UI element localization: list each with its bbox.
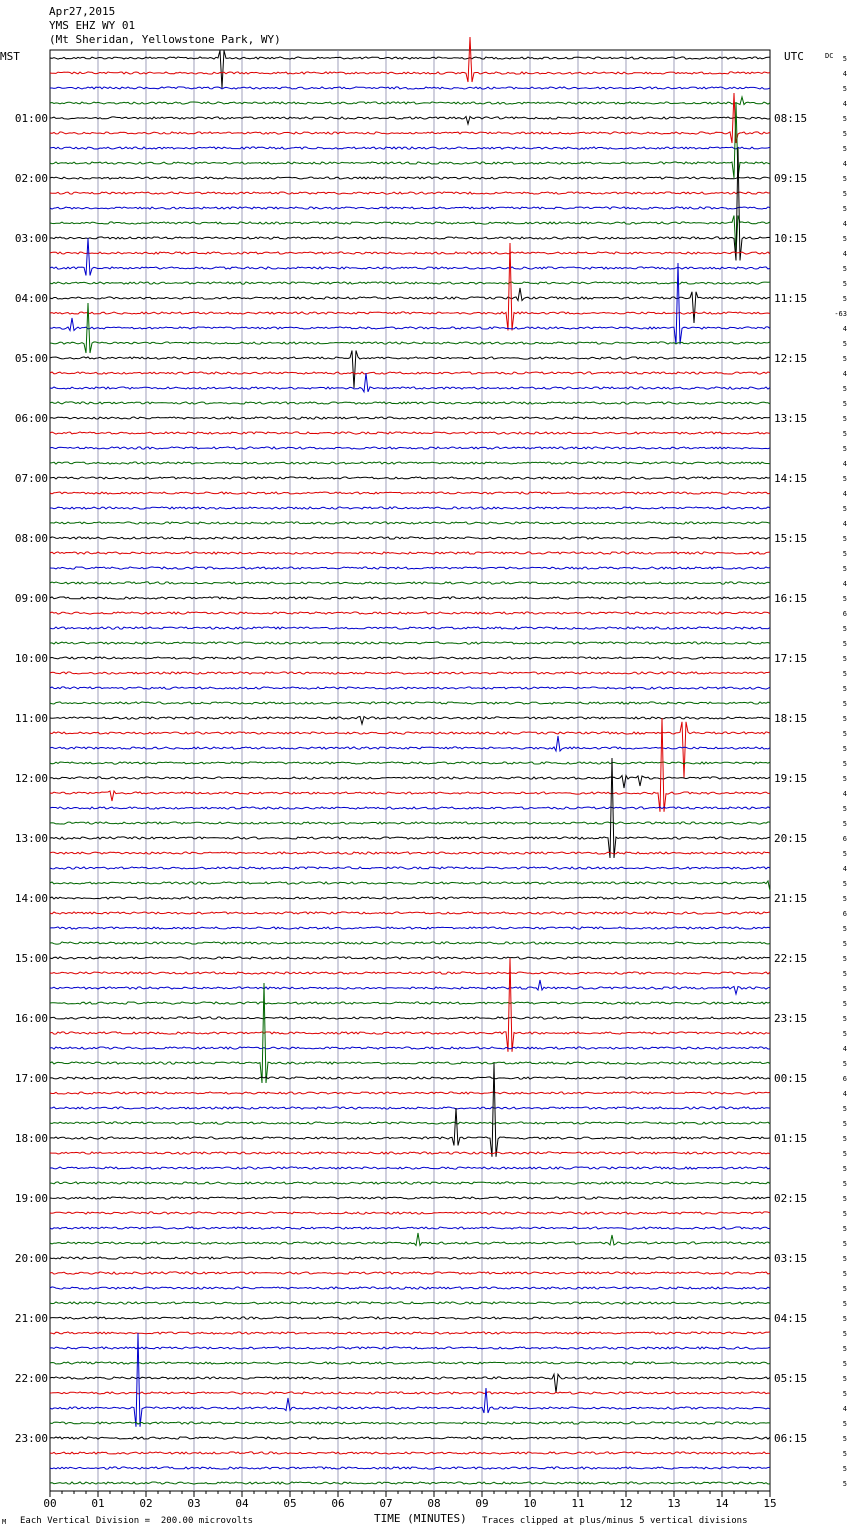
trace-value-label: 5 (842, 625, 847, 633)
right-hour-label: 17:15 (774, 652, 808, 665)
left-hour-label: 11:00 (14, 712, 48, 725)
trace-value-label: 4 (842, 520, 847, 528)
seismic-trace (50, 432, 770, 434)
trace-value-label: 5 (842, 970, 847, 978)
left-hour-label: 21:00 (14, 1312, 48, 1325)
trace-value-label: 5 (842, 745, 847, 753)
seismic-trace (50, 1467, 770, 1469)
trace-value-label: 5 (842, 1255, 847, 1263)
seismic-trace (50, 702, 770, 704)
seismic-trace (50, 927, 770, 929)
seismic-trace (50, 477, 770, 479)
trace-value-label: 5 (842, 925, 847, 933)
seismic-trace (50, 147, 770, 149)
left-hour-label: 14:00 (14, 892, 48, 905)
clip-note: Traces clipped at plus/minus 5 vertical divisions (482, 1516, 748, 1526)
seismic-trace (50, 1152, 770, 1154)
trace-value-label: 4 (842, 865, 847, 873)
left-hour-label: 10:00 (14, 652, 48, 665)
seismic-trace (50, 1122, 770, 1124)
scale-note: Each Vertical Division = 200.00 microvolts (20, 1516, 253, 1526)
trace-value-label: 5 (842, 1375, 847, 1383)
x-tick-label: 11 (571, 1497, 585, 1510)
seismic-trace (50, 1452, 770, 1454)
left-timezone-label: MST (0, 50, 20, 63)
seismic-trace (50, 1482, 770, 1484)
trace-value-label: 5 (842, 640, 847, 648)
left-hour-label: 16:00 (14, 1012, 48, 1025)
trace-value-label: 5 (842, 340, 847, 348)
right-hour-label: 14:15 (774, 472, 808, 485)
right-hour-label: 15:15 (774, 532, 808, 545)
right-hour-label: 19:15 (774, 772, 808, 785)
seismic-trace (50, 612, 770, 614)
trace-value-label: 5 (842, 1345, 847, 1353)
left-hour-label: 04:00 (14, 292, 48, 305)
trace-value-label: 5 (842, 1195, 847, 1203)
trace-value-label: 5 (842, 685, 847, 693)
seismic-trace (50, 1347, 770, 1349)
right-hour-label: 11:15 (774, 292, 808, 305)
trace-value-label: 5 (842, 535, 847, 543)
seismic-trace (50, 972, 770, 974)
x-tick-label: 05 (283, 1497, 297, 1510)
seismic-trace (50, 243, 770, 331)
right-hour-label: 22:15 (774, 952, 808, 965)
right-hour-label: 09:15 (774, 172, 808, 185)
trace-value-label: 5 (842, 1105, 847, 1113)
trace-value-label: 5 (842, 1180, 847, 1188)
trace-value-label: 4 (842, 220, 847, 228)
x-tick-label: 01 (91, 1497, 105, 1510)
seismic-trace (50, 1197, 770, 1199)
seismic-trace (50, 1392, 770, 1394)
seismic-trace (50, 117, 770, 125)
x-tick-label: 10 (523, 1497, 537, 1510)
seismic-trace (50, 238, 770, 276)
trace-value-label: 5 (842, 55, 847, 63)
left-hour-label: 22:00 (14, 1372, 48, 1385)
location-label: (Mt Sheridan, Yellowstone Park, WY) (49, 33, 281, 46)
left-hour-label: 19:00 (14, 1192, 48, 1205)
seismic-trace (50, 642, 770, 644)
trace-value-label: 5 (842, 940, 847, 948)
seismic-trace (50, 1092, 770, 1094)
seismic-trace (50, 447, 770, 449)
left-hour-label: 02:00 (14, 172, 48, 185)
trace-value-label: 5 (842, 1315, 847, 1323)
seismic-trace (50, 567, 770, 569)
right-timezone-label: UTC (784, 50, 804, 63)
trace-value-label: 5 (842, 985, 847, 993)
trace-value-label: 5 (842, 1420, 847, 1428)
left-hour-label: 05:00 (14, 352, 48, 365)
seismic-trace (50, 1257, 770, 1259)
x-tick-label: 07 (379, 1497, 393, 1510)
trace-value-label: 5 (842, 1150, 847, 1158)
seismic-trace (50, 492, 770, 494)
trace-value-label: 4 (842, 1045, 847, 1053)
seismic-trace (50, 282, 770, 284)
seismic-trace (50, 881, 770, 891)
trace-value-label: 6 (842, 835, 847, 843)
trace-value-label: 5 (842, 1225, 847, 1233)
trace-value-label: 4 (842, 160, 847, 168)
x-tick-label: 12 (619, 1497, 633, 1510)
trace-value-label: 5 (842, 1330, 847, 1338)
right-hour-label: 10:15 (774, 232, 808, 245)
left-hour-label: 20:00 (14, 1252, 48, 1265)
trace-value-label: 6 (842, 1075, 847, 1083)
trace-value-label: 5 (842, 280, 847, 288)
trace-value-label: 5 (842, 235, 847, 243)
trace-value-label: 5 (842, 1240, 847, 1248)
seismic-trace (50, 1317, 770, 1319)
seismic-trace (50, 103, 770, 178)
seismic-trace (50, 417, 770, 419)
trace-value-label: 5 (842, 655, 847, 663)
seismic-trace (50, 1212, 770, 1214)
trace-value-label: 5 (842, 760, 847, 768)
right-hour-label: 13:15 (774, 412, 808, 425)
trace-value-label: 5 (842, 1480, 847, 1488)
left-hour-label: 07:00 (14, 472, 48, 485)
seismic-trace (50, 351, 770, 389)
trace-value-label: 5 (842, 1300, 847, 1308)
seismic-trace (50, 1374, 770, 1393)
trace-value-label: 5 (842, 1210, 847, 1218)
trace-value-label: 5 (842, 670, 847, 678)
seismic-trace (50, 1017, 770, 1019)
trace-value-label: 5 (842, 1435, 847, 1443)
trace-value-label: 5 (842, 385, 847, 393)
trace-value-label: 5 (842, 1000, 847, 1008)
trace-value-label: 5 (842, 595, 847, 603)
station-label: YMS EHZ WY 01 (49, 19, 136, 32)
x-tick-label: 00 (43, 1497, 57, 1510)
trace-value-label: 5 (842, 730, 847, 738)
seismic-trace (50, 912, 770, 914)
trace-value-label: 5 (842, 1120, 847, 1128)
trace-value-label: 5 (842, 805, 847, 813)
left-hour-label: 01:00 (14, 112, 48, 125)
seismic-trace (50, 1302, 770, 1304)
trace-value-label: 5 (842, 205, 847, 213)
trace-value-label: 5 (842, 820, 847, 828)
seismic-trace (50, 807, 770, 809)
seismic-trace (50, 627, 770, 629)
right-hour-label: 00:15 (774, 1072, 808, 1085)
seismic-trace (50, 216, 770, 254)
seismic-trace (50, 507, 770, 509)
trace-value-label: 5 (842, 1135, 847, 1143)
seismic-trace (50, 1233, 770, 1246)
seismic-trace (50, 852, 770, 854)
date-label: Apr27,2015 (49, 5, 116, 18)
trace-value-label: 5 (842, 850, 847, 858)
trace-value-label: 5 (842, 775, 847, 783)
seismic-trace (50, 582, 770, 584)
right-hour-label: 05:15 (774, 1372, 808, 1385)
trace-value-label: 6 (842, 610, 847, 618)
trace-value-label: 4 (842, 1090, 847, 1098)
trace-value-label: 5 (842, 175, 847, 183)
left-hour-label: 12:00 (14, 772, 48, 785)
right-hour-label: 16:15 (774, 592, 808, 605)
seismic-trace (50, 942, 770, 944)
left-hour-label: 09:00 (14, 592, 48, 605)
trace-value-label: 5 (842, 115, 847, 123)
dc-label: DC (825, 52, 834, 60)
x-tick-label: 13 (667, 1497, 681, 1510)
seismic-trace (50, 657, 770, 659)
right-hour-label: 23:15 (774, 1012, 808, 1025)
seismic-trace (50, 672, 770, 674)
right-hour-label: 20:15 (774, 832, 808, 845)
seismic-trace (50, 373, 770, 392)
trace-value-label: 5 (842, 550, 847, 558)
trace-value-label: 5 (842, 1165, 847, 1173)
seismic-trace (50, 867, 770, 869)
seismic-trace (50, 288, 770, 323)
trace-value-label: 5 (842, 1270, 847, 1278)
trace-value-label: 5 (842, 700, 847, 708)
seismic-trace (50, 1077, 770, 1079)
seismic-trace (50, 1272, 770, 1274)
trace-value-label: 5 (842, 265, 847, 273)
trace-value-label: 6 (842, 910, 847, 918)
seismic-trace (50, 822, 770, 824)
trace-value-label: 5 (842, 145, 847, 153)
right-hour-label: 18:15 (774, 712, 808, 725)
trace-value-label: 5 (842, 505, 847, 513)
corner-mark: M (2, 1518, 7, 1526)
trace-value-label: 5 (842, 475, 847, 483)
trace-value-label: 4 (842, 580, 847, 588)
left-hour-label: 23:00 (14, 1432, 48, 1445)
trace-value-label: 4 (842, 490, 847, 498)
x-tick-label: 03 (187, 1497, 201, 1510)
plot-frame (50, 50, 770, 1491)
trace-value-label: 4 (842, 325, 847, 333)
trace-value-label: 4 (842, 1405, 847, 1413)
seismic-trace (50, 980, 770, 994)
right-hour-label: 04:15 (774, 1312, 808, 1325)
right-hour-label: 21:15 (774, 892, 808, 905)
left-hour-label: 15:00 (14, 952, 48, 965)
trace-value-label: 5 (842, 295, 847, 303)
trace-value-label: 4 (842, 70, 847, 78)
trace-value-label: 5 (842, 430, 847, 438)
seismic-trace (50, 1287, 770, 1289)
seismic-trace (50, 597, 770, 599)
right-hour-label: 08:15 (774, 112, 808, 125)
trace-value-label: 5 (842, 1060, 847, 1068)
right-hour-label: 12:15 (774, 352, 808, 365)
trace-value-label: 5 (842, 355, 847, 363)
trace-value-label: 4 (842, 100, 847, 108)
seismic-trace (50, 1437, 770, 1439)
x-tick-label: 04 (235, 1497, 249, 1510)
seismic-trace (50, 1332, 770, 1334)
trace-value-label: 4 (842, 370, 847, 378)
trace-value-label: 5 (842, 715, 847, 723)
seismic-trace (50, 957, 770, 959)
seismic-trace (50, 51, 770, 89)
trace-value-label: 5 (842, 1285, 847, 1293)
trace-value-label: 5 (842, 565, 847, 573)
x-tick-label: 09 (475, 1497, 489, 1510)
x-tick-label: 15 (763, 1497, 777, 1510)
trace-value-label: 5 (842, 1465, 847, 1473)
left-hour-label: 08:00 (14, 532, 48, 545)
seismic-trace (50, 1362, 770, 1364)
seismic-trace (50, 207, 770, 209)
trace-value-label: 5 (842, 1015, 847, 1023)
seismic-trace (50, 537, 770, 539)
seismic-trace (50, 1167, 770, 1169)
trace-value-label: 5 (842, 1030, 847, 1038)
seismic-trace (50, 1182, 770, 1184)
trace-value-label: 5 (842, 1450, 847, 1458)
x-tick-label: 06 (331, 1497, 345, 1510)
seismic-trace (50, 552, 770, 554)
right-hour-label: 03:15 (774, 1252, 808, 1265)
left-hour-label: 06:00 (14, 412, 48, 425)
seismic-trace (50, 402, 770, 404)
trace-value-label: 4 (842, 250, 847, 258)
seismic-trace (50, 148, 770, 261)
left-hour-label: 17:00 (14, 1072, 48, 1085)
seismic-trace (50, 372, 770, 374)
trace-value-label: 5 (842, 85, 847, 93)
trace-value-label: 5 (842, 1360, 847, 1368)
seismic-trace (50, 897, 770, 899)
x-tick-label: 08 (427, 1497, 441, 1510)
left-hour-label: 03:00 (14, 232, 48, 245)
seismic-trace (50, 1422, 770, 1424)
seismic-trace (50, 762, 770, 764)
trace-value-label: 4 (842, 790, 847, 798)
seismic-trace (50, 97, 770, 105)
seismic-trace (50, 522, 770, 524)
seismic-trace (50, 177, 770, 179)
seismic-trace (50, 1227, 770, 1229)
x-tick-label: 02 (139, 1497, 153, 1510)
trace-value-label: 4 (842, 460, 847, 468)
seismic-trace (50, 776, 770, 789)
trace-value-label: 5 (842, 130, 847, 138)
trace-value-label: 5 (842, 445, 847, 453)
seismic-trace (50, 87, 770, 89)
seismic-trace (50, 1047, 770, 1049)
right-hour-label: 01:15 (774, 1132, 808, 1145)
right-hour-label: 02:15 (774, 1192, 808, 1205)
trace-value-label: 5 (842, 880, 847, 888)
left-hour-label: 13:00 (14, 832, 48, 845)
seismic-trace (50, 263, 770, 344)
trace-value-label: 5 (842, 415, 847, 423)
seismic-trace (50, 462, 770, 464)
trace-value-label: -63 (834, 310, 847, 318)
trace-value-label: 5 (842, 955, 847, 963)
trace-value-label: 5 (842, 400, 847, 408)
trace-value-label: 5 (842, 1390, 847, 1398)
x-axis-title: TIME (MINUTES) (374, 1512, 467, 1525)
left-hour-label: 18:00 (14, 1132, 48, 1145)
x-tick-label: 14 (715, 1497, 729, 1510)
trace-value-label: 5 (842, 895, 847, 903)
seismic-trace (50, 1107, 770, 1109)
seismic-trace (50, 192, 770, 194)
right-hour-label: 06:15 (774, 1432, 808, 1445)
seismic-trace (50, 1002, 770, 1004)
seismic-trace (50, 687, 770, 689)
seismic-trace (50, 252, 770, 254)
trace-value-label: 5 (842, 190, 847, 198)
